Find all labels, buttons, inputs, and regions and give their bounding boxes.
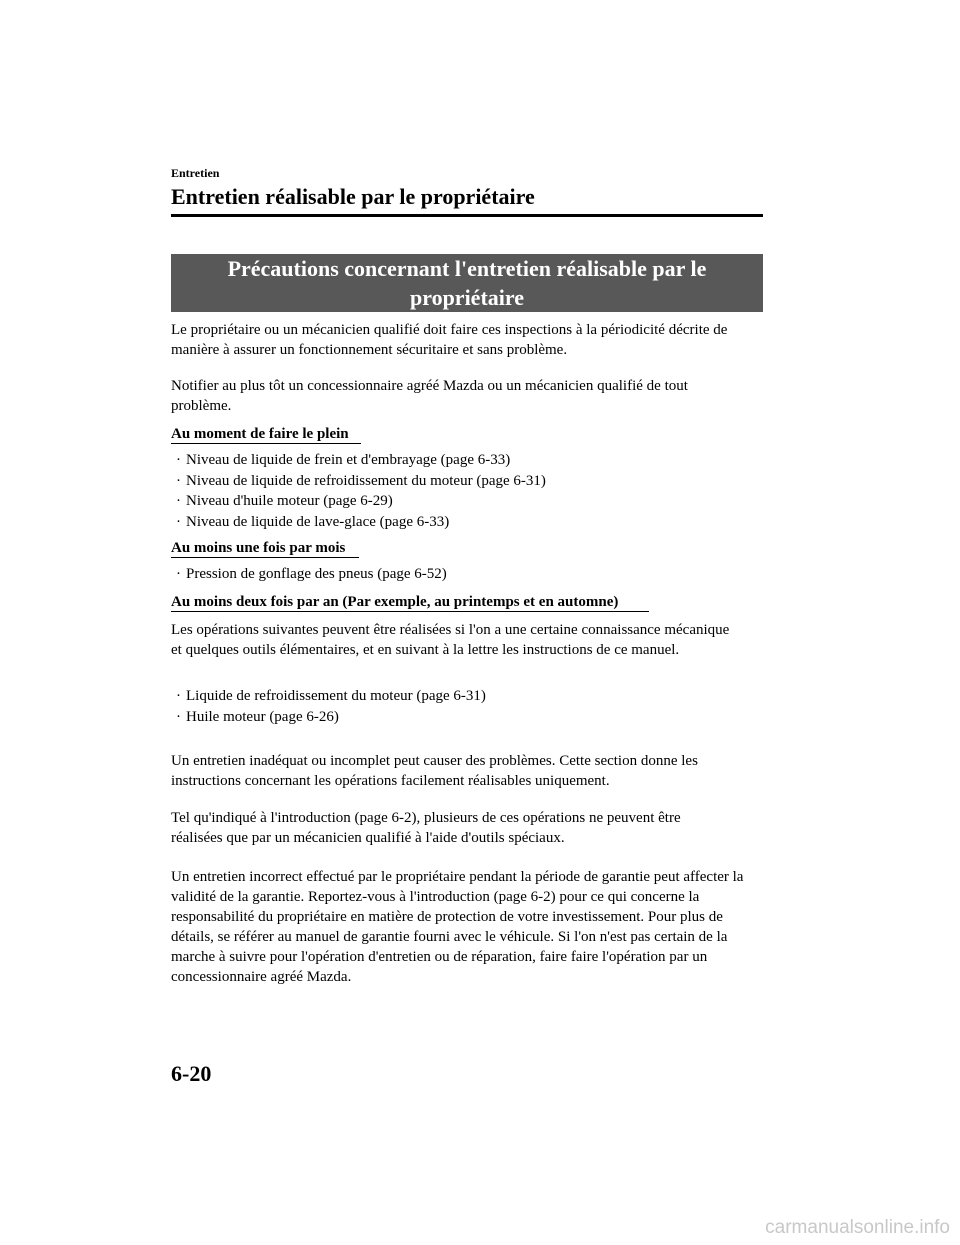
subheading-refuel: Au moment de faire le plein [171,426,349,442]
subheading-monthly: Au moins une fois par mois [171,540,346,556]
title-rule [171,214,763,217]
subheading-rule [171,611,649,612]
bullet-icon: · [176,566,181,582]
list-item: · Niveau de liquide de lave-glace (page 6-33) [176,512,546,533]
subheading-rule [171,557,359,558]
list-item: · Liquide de refroidissement du moteur (page 6-31) [176,686,486,707]
bullet-icon: · [176,688,181,704]
banner-title: Précautions concernant l'entretien réalisable par le propriétaire [227,256,707,310]
closing-paragraph-1: Un entretien inadéquat ou incomplet peut causer des problèmes. Cette section donne les instructions concernant les opérations facilement réalisables uniquement. [171,753,698,789]
intro-paragraph-2: Notifier au plus tôt un concessionnaire agréé Mazda ou un mécanicien qualifié de tout problème. [171,378,688,414]
bullet-icon: · [176,472,181,489]
closing-paragraph-2: Tel qu'indiqué à l'introduction (page 6-2), plusieurs de ces opérations ne peuvent être réalisées que par un mécanicien qualifié à l'aide d'outils spéciaux. [171,810,681,846]
bullet-icon: · [176,513,181,530]
section-label: Entretien [171,166,220,180]
subheading-rule [171,443,361,444]
watermark: carmanualsonline.info [765,1217,950,1238]
list-item: · Niveau de liquide de frein et d'embrayage (page 6-33) [176,450,546,471]
list-item: · Niveau d'huile moteur (page 6-29) [176,491,546,512]
twice-yearly-text: Les opérations suivantes peuvent être réalisées si l'on a une certaine connaissance mécanique et quelques outils élémentaires, et en suivant à la lettre les instructions de ce manuel. [171,622,730,658]
closing-paragraph-3: Un entretien incorrect effectué par le propriétaire pendant la période de garantie peut affecter la validité de la garantie. Reportez-vous à l'introduction (page 6-2) pour ce qui concerne la responsabilité du propriétaire en matière de protection de votre investissement. Pour plus de détails, se référer au manuel de garantie fourni avec le véhicule. Si l'on n'est pas certain de la marche à suivre pour l'opération d'entretien ou de réparation, faire faire l'opération par un concessionnaire agréé Mazda. [171,869,744,985]
list-item: · Huile moteur (page 6-26) [176,707,486,728]
bullet-icon: · [176,452,181,468]
twice-yearly-checklist [176,686,486,727]
list-item: · Niveau de liquide de refroidissement du moteur (page 6-31) [176,471,546,492]
subheading-twice-yearly: Au moins deux fois par an (Par exemple, au printemps et en automne) [171,594,619,610]
topic-banner [171,254,763,312]
refuel-checklist [176,450,546,532]
intro-paragraph-1: Le propriétaire ou un mécanicien qualifié doit faire ces inspections à la périodicité décrite de manière à assurer un fonctionnement sécuritaire et sans problème. [171,322,728,358]
monthly-checklist [176,564,447,585]
list-item: · Pression de gonflage des pneus (page 6-52) [176,564,447,585]
page-number: 6-20 [171,1061,212,1086]
bullet-icon: · [176,708,181,725]
bullet-icon: · [176,493,181,509]
chapter-title: Entretien réalisable par le propriétaire [171,184,535,209]
